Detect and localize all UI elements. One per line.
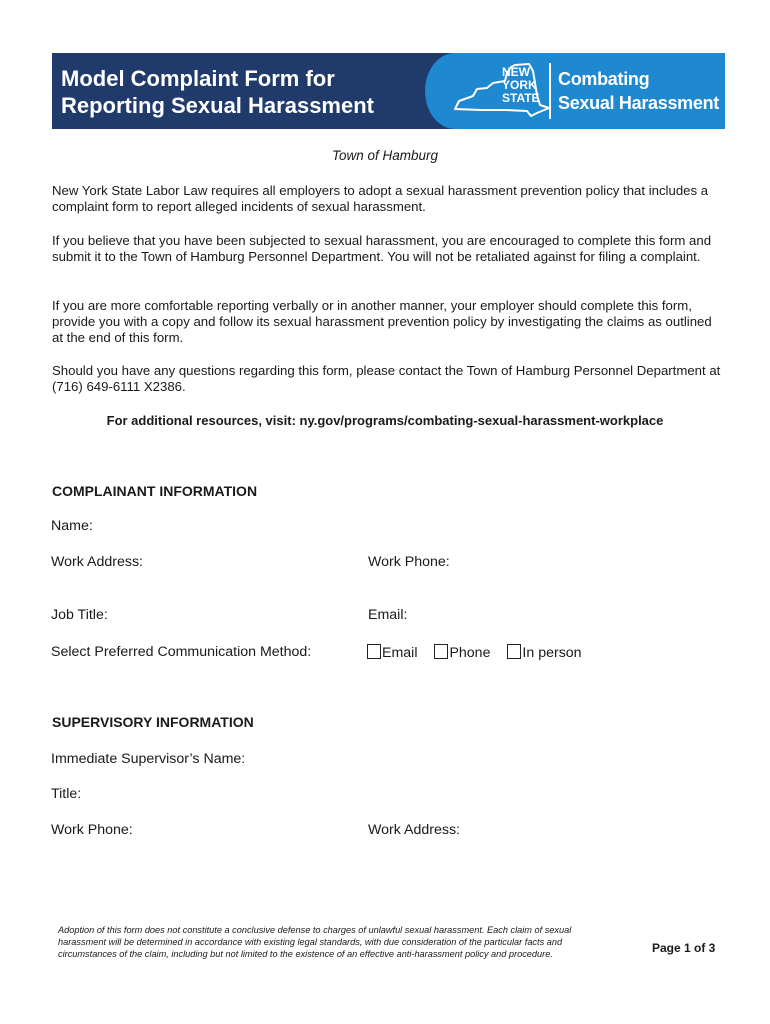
option-in-person-label: In person <box>522 645 582 661</box>
ny-line3: STATE <box>502 91 540 105</box>
employer-name: Town of Hamburg <box>331 148 439 163</box>
ny-line2: YORK <box>502 78 537 92</box>
resources-link[interactable]: For additional resources, visit: ny.gov/programs/combating-sexual-harassment-workplace <box>106 413 664 428</box>
option-email-label: Email <box>382 645 418 661</box>
campaign-line1: Combating <box>558 69 650 89</box>
name-label: Name: <box>51 518 93 534</box>
form-title-line1: Model Complaint Form for <box>61 66 335 91</box>
communication-method-label: Select Preferred Communication Method: <box>51 644 312 660</box>
intro-paragraph-2: If you believe that you have been subjected to sexual harassment, you are encouraged to complete this form and submit it to the Town of Hamburg Personnel Department. You will not be retaliated against for filing a complaint. <box>52 233 712 264</box>
complainant-heading: COMPLAINANT INFORMATION <box>52 483 258 499</box>
work-address-label: Work Address: <box>51 554 143 570</box>
intro-paragraph-1: New York State Labor Law requires all employers to adopt a sexual harassment prevention policy that includes a complaint form to report alleged incidents of sexual harassment. <box>52 183 709 214</box>
option-phone-label: Phone <box>449 645 491 661</box>
header-banner <box>52 53 725 129</box>
new-york-state-logo-text <box>502 66 540 105</box>
supervisor-work-phone-label: Work Phone: <box>51 822 133 838</box>
intro-paragraph-3: If you are more comfortable reporting verbally or in another manner, your employer should complete this form, provide you with a copy and follow its sexual harassment prevention policy by investigating the claims as outlined at the end of this form. <box>52 298 712 345</box>
job-title-label: Job Title: <box>51 607 108 623</box>
email-label: Email: <box>368 607 408 623</box>
communication-method-options <box>367 644 595 661</box>
legal-disclaimer: Adoption of this form does not constitute a conclusive defense to charges of unlawful sexual harassment. Each claim of sexual harassment will be determined in accordance with existing legal standards, with due consideration of the particular facts and circumstances of the claim, including but not limited to the existence of an effective anti-harassment policy and procedure. <box>58 925 572 959</box>
form-title <box>61 65 374 119</box>
in-person-checkbox[interactable] <box>507 644 521 659</box>
phone-checkbox[interactable] <box>434 644 448 659</box>
supervisor-title-label: Title: <box>51 786 82 802</box>
form-title-line2: Reporting Sexual Harassment <box>61 93 374 118</box>
campaign-line2: Sexual Harassment <box>558 93 719 113</box>
intro-paragraph-4: Should you have any questions regarding this form, please contact the Town of Hamburg Personnel Department at (716) 649-6111 X2386. <box>52 363 721 394</box>
option-email[interactable] <box>367 645 417 661</box>
email-checkbox[interactable] <box>367 644 381 659</box>
ny-line1: NEW <box>502 65 530 79</box>
supervisory-heading: SUPERVISORY INFORMATION <box>52 714 254 730</box>
page-number: Page 1 of 3 <box>652 941 716 955</box>
supervisor-name-label: Immediate Supervisor’s Name: <box>51 751 246 767</box>
campaign-logo-text <box>558 67 719 115</box>
work-phone-label: Work Phone: <box>368 554 450 570</box>
option-in-person[interactable] <box>507 645 581 661</box>
supervisor-work-address-label: Work Address: <box>368 822 460 838</box>
option-phone[interactable] <box>434 645 490 661</box>
logo-divider <box>549 63 551 119</box>
